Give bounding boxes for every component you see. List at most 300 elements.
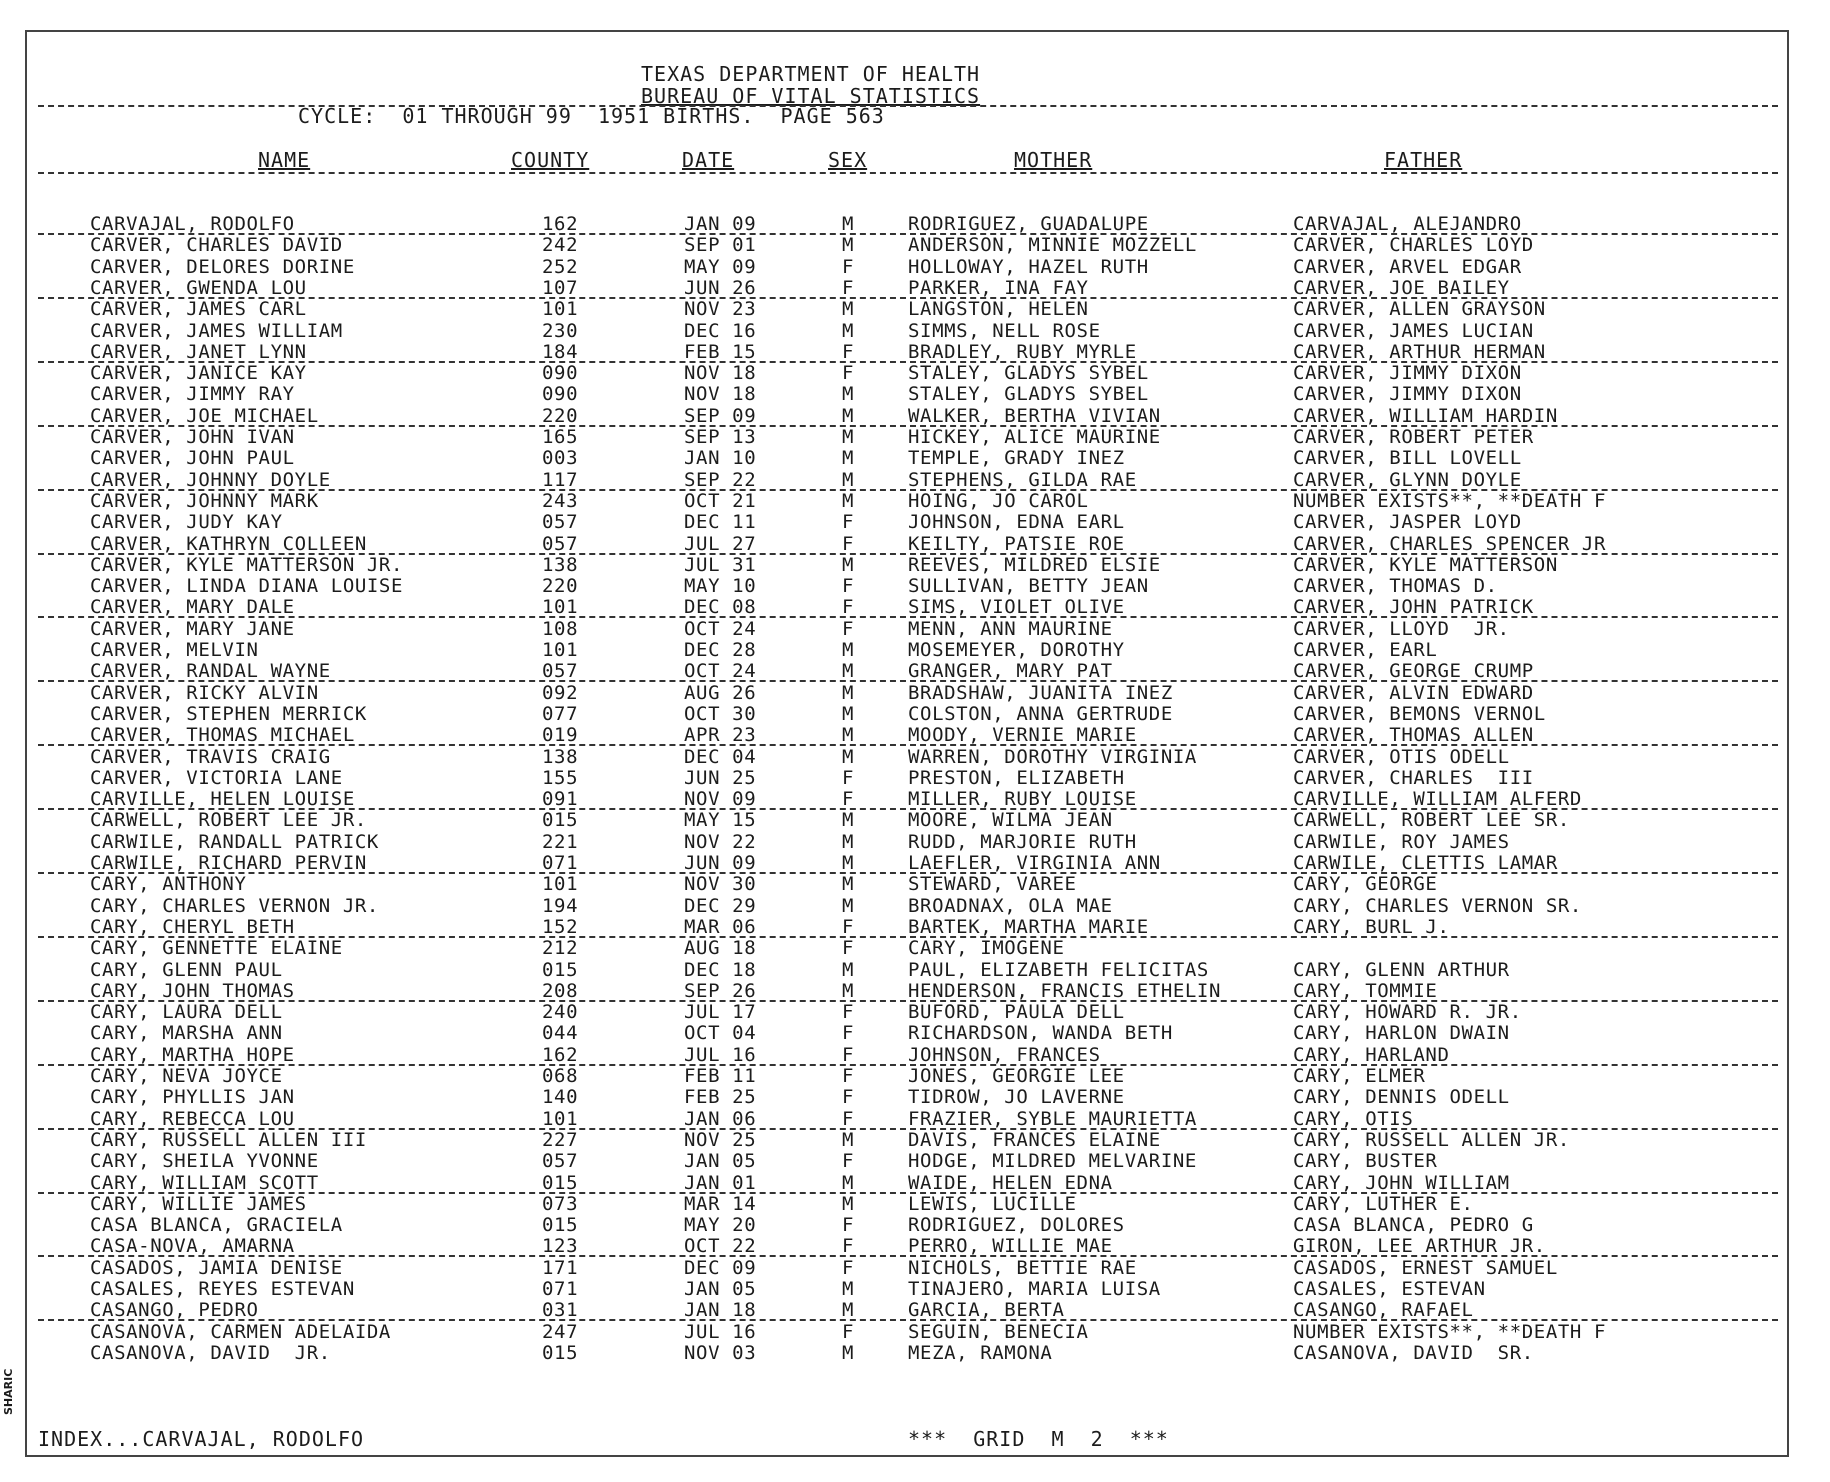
cell-county: 101 [542, 639, 579, 661]
table-row [0, 1236, 1830, 1257]
cell-name: CASANOVA, DAVID JR. [90, 1341, 331, 1364]
cell-date: JAN 05 [684, 1278, 757, 1300]
table-row [0, 810, 1830, 831]
cell-county: 140 [542, 1086, 579, 1109]
cell-date: MAR 06 [684, 915, 757, 938]
table-row [0, 981, 1830, 1002]
cell-sex: F [842, 1043, 855, 1066]
cell-date: JUL 31 [684, 553, 757, 576]
cell-county: 015 [542, 1171, 579, 1194]
cell-sex: F [842, 937, 855, 960]
cell-name: CARVER, JANET LYNN [90, 340, 307, 363]
cell-name: CASANOVA, CARMEN ADELAIDA [90, 1320, 391, 1343]
cell-father: CARY, BURL J. [1293, 915, 1450, 938]
cell-sex: F [842, 1320, 855, 1343]
cell-father: CARVER, JASPER LOYD [1293, 511, 1522, 534]
cell-mother: SULLIVAN, BETTY JEAN [908, 575, 1149, 598]
cell-mother: STEWARD, VAREE [908, 873, 1077, 896]
cell-date: OCT 30 [684, 702, 757, 725]
cell-sex: M [842, 383, 855, 406]
table-row [0, 1343, 1830, 1364]
table-row [0, 1002, 1830, 1023]
cell-date: DEC 29 [684, 894, 757, 917]
cell-name: CARVER, JANICE KAY [90, 362, 307, 385]
cell-date: JUL 16 [684, 1043, 757, 1066]
cell-name: CARVER, JAMES CARL [90, 298, 307, 321]
cell-mother: STALEY, GLADYS SYBEL [908, 383, 1149, 406]
cell-sex: M [842, 447, 855, 470]
cell-name: CARVER, LINDA DIANA LOUISE [90, 575, 404, 598]
cell-date: JUN 25 [684, 766, 757, 789]
cell-mother: JOHNSON, FRANCES [908, 1043, 1101, 1066]
cell-name: CARVER, JUDY KAY [90, 511, 283, 534]
table-row [0, 214, 1830, 235]
row-separator [38, 489, 1778, 491]
cell-county: 108 [542, 617, 579, 640]
cell-name: CARY, ANTHONY [90, 873, 247, 896]
cell-county: 240 [542, 1001, 579, 1024]
cell-sex: M [842, 873, 855, 896]
cell-date: SEP 09 [684, 404, 757, 427]
cell-father: CARVER, JOHN PATRICK [1293, 596, 1534, 619]
cell-father: CARY, DENNIS ODELL [1293, 1086, 1510, 1109]
cell-sex: M [842, 745, 855, 768]
cell-sex: F [842, 511, 855, 534]
cell-father: CARY, GEORGE [1293, 873, 1438, 896]
cell-name: CARY, LAURA DELL [90, 1001, 283, 1024]
cell-mother: RUDD, MARJORIE RUTH [908, 830, 1137, 853]
table-row [0, 257, 1830, 278]
cell-name: CARVER, KYLE MATTERSON JR. [90, 553, 404, 576]
cell-date: DEC 09 [684, 1256, 757, 1279]
table-row [0, 1045, 1830, 1066]
cell-mother: LEWIS, LUCILLE [908, 1192, 1077, 1215]
cell-name: CARWELL, ROBERT LEE JR. [90, 809, 367, 832]
cell-mother: NICHOLS, BETTIE RAE [908, 1256, 1137, 1279]
cell-date: JAN 09 [684, 213, 757, 235]
cell-father: CARY, BUSTER [1293, 1150, 1438, 1173]
cell-mother: STALEY, GLADYS SYBEL [908, 362, 1149, 385]
cell-mother: MILLER, RUBY LOUISE [908, 788, 1137, 811]
cell-date: NOV 03 [684, 1341, 757, 1364]
header-cycle: CYCLE: 01 THROUGH 99 1951 BIRTHS. PAGE 563 [298, 104, 885, 128]
cell-mother: REEVES, MILDRED ELSIE [908, 553, 1161, 576]
cell-date: NOV 22 [684, 830, 757, 853]
cell-name: CARVER, MELVIN [90, 639, 259, 661]
cell-county: 015 [542, 809, 579, 832]
cell-sex: M [842, 1299, 855, 1322]
column-header-county: COUNTY [511, 148, 590, 172]
table-row [0, 619, 1830, 640]
table-row [0, 342, 1830, 363]
cell-father: CARWILE, ROY JAMES [1293, 830, 1510, 853]
cell-father: CARVER, JAMES LUCIAN [1293, 319, 1534, 342]
cell-father: CARVILLE, WILLIAM ALFERD [1293, 788, 1582, 811]
table-row [0, 768, 1830, 789]
cell-mother: GARCIA, BERTA [908, 1299, 1065, 1322]
cell-sex: F [842, 596, 855, 619]
cell-date: JUN 09 [684, 852, 757, 874]
cell-sex: F [842, 766, 855, 789]
cell-father: CARVER, BEMONS VERNOL [1293, 702, 1546, 725]
cell-county: 171 [542, 1256, 579, 1279]
cell-county: 230 [542, 319, 579, 342]
cell-date: JAN 05 [684, 1150, 757, 1173]
cell-date: MAY 15 [684, 809, 757, 832]
cell-county: 031 [542, 1299, 579, 1322]
cell-father: CARVER, EARL [1293, 639, 1438, 661]
header-bureau: BUREAU OF VITAL STATISTICS [641, 84, 981, 108]
cell-name: CARVER, JOHN PAUL [90, 447, 295, 470]
cell-sex: F [842, 1086, 855, 1109]
cell-sex: M [842, 468, 855, 491]
cell-name: CARVER, RICKY ALVIN [90, 681, 319, 704]
cell-mother: RODRIGUEZ, DOLORES [908, 1214, 1125, 1237]
cell-sex: M [842, 852, 855, 874]
table-row [0, 789, 1830, 810]
cell-father: CARVER, GLYNN DOYLE [1293, 468, 1522, 491]
cell-mother: BARTEK, MARTHA MARIE [908, 915, 1149, 938]
table-row [0, 427, 1830, 448]
cell-sex: M [842, 830, 855, 853]
cell-date: OCT 21 [684, 489, 757, 512]
row-separator [38, 936, 1778, 938]
cell-name: CARY, WILLIE JAMES [90, 1192, 307, 1215]
table-row [0, 555, 1830, 576]
cell-date: AUG 18 [684, 937, 757, 960]
cell-county: 138 [542, 745, 579, 768]
cell-county: 019 [542, 724, 579, 747]
table-row [0, 576, 1830, 597]
cell-father: CARVER, JOE BAILEY [1293, 276, 1510, 299]
cell-father: CARVER, CHARLES SPENCER JR [1293, 532, 1607, 555]
table-row [0, 683, 1830, 704]
cell-sex: F [842, 532, 855, 555]
table-row [0, 1215, 1830, 1236]
cell-name: CARVER, DELORES DORINE [90, 255, 355, 278]
cell-county: 101 [542, 596, 579, 619]
cell-sex: F [842, 1150, 855, 1173]
cell-date: SEP 01 [684, 234, 757, 257]
cell-county: 057 [542, 511, 579, 534]
cell-sex: F [842, 1107, 855, 1130]
cell-father: CARY, RUSSELL ALLEN JR. [1293, 1128, 1570, 1151]
cell-name: CARWILE, RICHARD PERVIN [90, 852, 367, 874]
cell-father: CARVER, ALVIN EDWARD [1293, 681, 1534, 704]
cell-father: CARVER, CHARLES LOYD [1293, 234, 1534, 257]
cell-father: CARY, HOWARD R. JR. [1293, 1001, 1522, 1024]
row-separator [38, 1319, 1778, 1321]
cell-mother: FRAZIER, SYBLE MAURIETTA [908, 1107, 1197, 1130]
table-row [0, 363, 1830, 384]
cell-county: 015 [542, 1214, 579, 1237]
cell-date: NOV 30 [684, 873, 757, 896]
cell-father: CARVER, OTIS ODELL [1293, 745, 1510, 768]
cell-name: CARVER, JOHN IVAN [90, 426, 295, 448]
column-header-mother: MOTHER [1014, 148, 1093, 172]
cell-county: 152 [542, 915, 579, 938]
cell-mother: LAEFLER, VIRGINIA ANN [908, 852, 1161, 874]
cell-date: DEC 08 [684, 596, 757, 619]
cell-date: JAN 06 [684, 1107, 757, 1130]
cell-name: CARVER, MARY JANE [90, 617, 295, 640]
column-header-sex: SEX [828, 148, 868, 172]
column-header-rule [38, 172, 1778, 174]
cell-sex: F [842, 1256, 855, 1279]
table-row [0, 1173, 1830, 1194]
cell-mother: MOORE, WILMA JEAN [908, 809, 1113, 832]
cell-father: CARY, GLENN ARTHUR [1293, 958, 1510, 981]
cell-mother: MENN, ANN MAURINE [908, 617, 1113, 640]
cell-father: CARVER, BILL LOVELL [1293, 447, 1522, 470]
cell-mother: PERRO, WILLIE MAE [908, 1235, 1113, 1258]
table-row [0, 235, 1830, 256]
cell-sex: M [842, 660, 855, 683]
cell-county: 162 [542, 213, 579, 235]
row-separator [38, 808, 1778, 810]
cell-father: NUMBER EXISTS**, **DEATH F [1293, 489, 1607, 512]
cell-date: APR 23 [684, 724, 757, 747]
cell-date: MAY 20 [684, 1214, 757, 1237]
cell-father: CARY, HARLON DWAIN [1293, 1022, 1510, 1045]
cell-sex: F [842, 340, 855, 363]
cell-father: CASANGO, RAFAEL [1293, 1299, 1474, 1322]
cell-mother: MEZA, RAMONA [908, 1341, 1053, 1364]
cell-sex: M [842, 1171, 855, 1194]
cell-county: 044 [542, 1022, 579, 1045]
cell-date: DEC 16 [684, 319, 757, 342]
cell-sex: M [842, 1341, 855, 1364]
cell-sex: M [842, 319, 855, 342]
cell-name: CARVER, THOMAS MICHAEL [90, 724, 355, 747]
cell-county: 015 [542, 958, 579, 981]
cell-date: MAY 09 [684, 255, 757, 278]
cell-name: CASADOS, JAMIA DENISE [90, 1256, 343, 1279]
cell-sex: M [842, 234, 855, 257]
cell-name: CASALES, REYES ESTEVAN [90, 1278, 355, 1300]
cell-county: 068 [542, 1065, 579, 1087]
cell-mother: LANGSTON, HELEN [908, 298, 1089, 321]
cell-county: 101 [542, 873, 579, 896]
cell-county: 073 [542, 1192, 579, 1215]
cell-father: CARVAJAL, ALEJANDRO [1293, 213, 1522, 235]
row-separator [38, 1128, 1778, 1130]
cell-county: 057 [542, 532, 579, 555]
cell-mother: PRESTON, ELIZABETH [908, 766, 1125, 789]
cell-name: CARY, NEVA JOYCE [90, 1065, 283, 1087]
cell-date: NOV 09 [684, 788, 757, 811]
cell-name: CARVER, CHARLES DAVID [90, 234, 343, 257]
cell-county: 092 [542, 681, 579, 704]
cell-name: CARY, GLENN PAUL [90, 958, 283, 981]
cell-sex: M [842, 724, 855, 747]
cell-date: OCT 24 [684, 617, 757, 640]
cell-mother: SEGUIN, BENECIA [908, 1320, 1089, 1343]
table-row [0, 1109, 1830, 1130]
row-separator [38, 680, 1778, 682]
cell-father: CARVER, CHARLES III [1293, 766, 1534, 789]
cell-father: CARVER, JIMMY DIXON [1293, 362, 1522, 385]
cell-father: CARVER, KYLE MATTERSON [1293, 553, 1558, 576]
cell-mother: TINAJERO, MARIA LUISA [908, 1278, 1161, 1300]
cell-sex: M [842, 1278, 855, 1300]
table-row [0, 960, 1830, 981]
cell-mother: DAVIS, FRANCES ELAINE [908, 1128, 1161, 1151]
cell-date: DEC 28 [684, 639, 757, 661]
cell-mother: RODRIGUEZ, GUADALUPE [908, 213, 1149, 235]
cell-mother: WARREN, DOROTHY VIRGINIA [908, 745, 1197, 768]
row-separator [38, 1000, 1778, 1002]
table-row [0, 406, 1830, 427]
table-row [0, 1258, 1830, 1279]
cell-sex: M [842, 426, 855, 448]
table-row [0, 874, 1830, 895]
cell-county: 071 [542, 1278, 579, 1300]
cell-date: DEC 18 [684, 958, 757, 981]
cell-name: CARY, MARTHA HOPE [90, 1043, 295, 1066]
cell-date: JUL 16 [684, 1320, 757, 1343]
cell-sex: F [842, 575, 855, 598]
row-separator [38, 553, 1778, 555]
cell-father: CARVER, ARVEL EDGAR [1293, 255, 1522, 278]
cell-name: CARY, RUSSELL ALLEN III [90, 1128, 367, 1151]
cell-county: 123 [542, 1235, 579, 1258]
cell-sex: F [842, 788, 855, 811]
cell-sex: M [842, 681, 855, 704]
table-row [0, 896, 1830, 917]
cell-name: CARVER, VICTORIA LANE [90, 766, 343, 789]
cell-mother: HOLLOWAY, HAZEL RUTH [908, 255, 1149, 278]
cell-county: 227 [542, 1128, 579, 1151]
table-row [0, 1066, 1830, 1087]
cell-county: 057 [542, 660, 579, 683]
cell-name: CARY, GENNETTE ELAINE [90, 937, 343, 960]
cell-date: JAN 18 [684, 1299, 757, 1322]
cell-county: 162 [542, 1043, 579, 1066]
cell-mother: HOING, JO CAROL [908, 489, 1089, 512]
cell-mother: COLSTON, ANNA GERTRUDE [908, 702, 1173, 725]
cell-county: 090 [542, 362, 579, 385]
cell-date: DEC 04 [684, 745, 757, 768]
column-header-date: DATE [682, 148, 735, 172]
row-separator [38, 233, 1778, 235]
cell-county: 003 [542, 447, 579, 470]
cell-father: CASADOS, ERNEST SAMUEL [1293, 1256, 1558, 1279]
cell-county: 090 [542, 383, 579, 406]
row-separator [38, 1064, 1778, 1066]
cell-date: NOV 25 [684, 1128, 757, 1151]
table-row [0, 1194, 1830, 1215]
cell-mother: SIMMS, NELL ROSE [908, 319, 1101, 342]
cell-sex: M [842, 553, 855, 576]
cell-father: CARY, JOHN WILLIAM [1293, 1171, 1510, 1194]
table-row [0, 661, 1830, 682]
cell-father: CARY, LUTHER E. [1293, 1192, 1474, 1215]
cell-sex: M [842, 404, 855, 427]
cell-sex: M [842, 979, 855, 1002]
cell-date: SEP 26 [684, 979, 757, 1002]
cell-sex: M [842, 639, 855, 661]
cell-mother: CARY, IMOGENE [908, 937, 1065, 960]
cell-county: 220 [542, 404, 579, 427]
cell-father: CARY, TOMMIE [1293, 979, 1438, 1002]
table-row [0, 853, 1830, 874]
cell-mother: WALKER, BERTHA VIVIAN [908, 404, 1161, 427]
cell-father: GIRON, LEE ARTHUR JR. [1293, 1235, 1546, 1258]
table-row [0, 384, 1830, 405]
cell-mother: BRADSHAW, JUANITA INEZ [908, 681, 1173, 704]
row-separator [38, 361, 1778, 363]
cell-mother: STEPHENS, GILDA RAE [908, 468, 1137, 491]
cell-name: CARVER, GWENDA LOU [90, 276, 307, 299]
cell-father: CARY, ELMER [1293, 1065, 1426, 1087]
table-row [0, 299, 1830, 320]
table-row [0, 1322, 1830, 1343]
cell-date: NOV 18 [684, 383, 757, 406]
cell-mother: JOHNSON, EDNA EARL [908, 511, 1125, 534]
cell-name: CASA-NOVA, AMARNA [90, 1235, 295, 1258]
cell-mother: BUFORD, PAULA DELL [908, 1001, 1125, 1024]
cell-father: CARVER, GEORGE CRUMP [1293, 660, 1534, 683]
cell-name: CARY, MARSHA ANN [90, 1022, 283, 1045]
cell-date: NOV 23 [684, 298, 757, 321]
cell-mother: BRADLEY, RUBY MYRLE [908, 340, 1137, 363]
cell-father: CARWELL, ROBERT LEE SR. [1293, 809, 1570, 832]
cell-mother: BROADNAX, OLA MAE [908, 894, 1113, 917]
cell-father: CASANOVA, DAVID SR. [1293, 1341, 1534, 1364]
cell-name: CARVER, TRAVIS CRAIG [90, 745, 331, 768]
table-row [0, 278, 1830, 299]
cell-father: CARVER, WILLIAM HARDIN [1293, 404, 1558, 427]
cell-county: 015 [542, 1341, 579, 1364]
cell-mother: KEILTY, PATSIE ROE [908, 532, 1125, 555]
row-separator [38, 425, 1778, 427]
cell-county: 247 [542, 1320, 579, 1343]
cell-county: 155 [542, 766, 579, 789]
cell-county: 107 [542, 276, 579, 299]
cell-sex: M [842, 489, 855, 512]
cell-sex: F [842, 362, 855, 385]
cell-mother: PAUL, ELIZABETH FELICITAS [908, 958, 1209, 981]
cell-sex: F [842, 617, 855, 640]
cell-county: 165 [542, 426, 579, 448]
cell-county: 138 [542, 553, 579, 576]
cell-mother: TEMPLE, GRADY INEZ [908, 447, 1125, 470]
table-row [0, 1151, 1830, 1172]
cell-county: 252 [542, 255, 579, 278]
row-separator [38, 1255, 1778, 1257]
cell-father: CARVER, THOMAS D. [1293, 575, 1498, 598]
cell-mother: TIDROW, JO LAVERNE [908, 1086, 1125, 1109]
cell-father: CARVER, LLOYD JR. [1293, 617, 1510, 640]
cell-name: CARVER, JOE MICHAEL [90, 404, 319, 427]
cell-name: CARY, REBECCA LOU [90, 1107, 295, 1130]
cell-name: CARVER, JOHNNY DOYLE [90, 468, 331, 491]
cell-mother: ANDERSON, MINNIE MOZZELL [908, 234, 1197, 257]
cell-name: CARVER, KATHRYN COLLEEN [90, 532, 367, 555]
cell-father: CARVER, ARTHUR HERMAN [1293, 340, 1546, 363]
cell-county: 091 [542, 788, 579, 811]
table-row [0, 534, 1830, 555]
cell-name: CARY, PHYLLIS JAN [90, 1086, 295, 1109]
table-row [0, 597, 1830, 618]
column-header-name: NAME [258, 148, 311, 172]
table-row [0, 470, 1830, 491]
cell-name: CARY, CHARLES VERNON JR. [90, 894, 379, 917]
cell-date: MAR 14 [684, 1192, 757, 1215]
cell-county: 221 [542, 830, 579, 853]
row-separator [38, 872, 1778, 874]
